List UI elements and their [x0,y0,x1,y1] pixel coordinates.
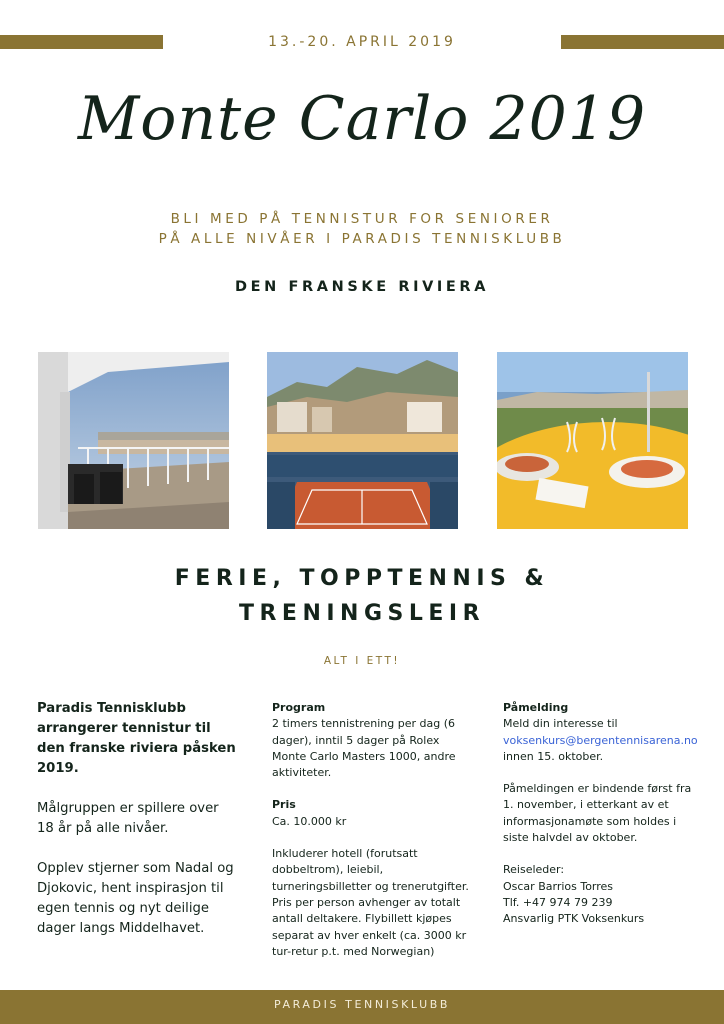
price-value: Ca. 10.000 kr [272,814,347,828]
event-date: 13.-20. APRIL 2019 [268,34,456,50]
program-label: Program [272,701,326,714]
price-label: Pris [272,798,296,812]
signup-section [503,700,703,765]
intro-paragraph-3: Opplev stjerner som Nadal og Djokovic, hent inspirasjon til egen tennis og nyt deilige dager langs Middelhavet. [37,861,234,936]
intro-column [37,699,237,959]
leader-phone: Tlf. +47 974 79 239 [503,895,613,909]
headline-line-1: FERIE, TOPPTENNIS & [174,566,550,591]
intro-paragraph-1: Paradis Tennisklubb arrangerer tennistur til den franske riviera påsken 2019. [37,701,236,776]
page-title: Monte Carlo 2019 [77,84,647,154]
dining-table-photo [497,352,688,529]
program-text: 2 timers tennistrening per dag (6 dager), inntil 5 dager på Rolex Monte Carlo Masters 1000, andre aktiviteter. [272,717,456,780]
tagline: ALT I ETT! [323,655,401,667]
subtitle [0,209,724,249]
program-column [272,700,472,976]
leader-role: Ansvarlig PTK Voksenkurs [503,912,645,926]
leader-label: Reiseleder: [503,863,565,877]
signup-column [503,700,703,944]
subtitle-line-2: PÅ ALLE NIVÅER I PARADIS TENNISKLUBB [158,231,566,247]
leader-name: Oscar Barrios Torres [503,879,614,893]
signup-label: Påmelding [503,701,569,714]
footer-text: PARADIS TENNISKLUBB [273,998,451,1011]
signup-email-link[interactable]: voksenkurs@bergentennisarena.no [503,733,698,747]
headline-line-2: TRENINGSLEIR [238,601,486,626]
includes-text: Inkluderer hotell (forutsatt dobbeltrom), leiebil, turneringsbilletter og trenerutgifter. Pris per person avhenger av totalt antall deltakere. Flybillett kjøpes separat av hver enkelt (ca. 3000 kr tur-retur p.t. med Norwegian) [272,847,469,958]
leader-section [503,862,703,927]
intro-paragraph-2: Målgruppen er spillere over 18 år på alle nivåer. [37,801,219,836]
signup-deadline: innen 15. oktober. [503,749,604,763]
headline [0,561,724,631]
tennis-stadium-photo [267,352,458,529]
price-section [272,797,472,830]
signup-intro: Meld din interesse til [503,717,618,731]
balcony-photo [38,352,229,529]
region-heading: DEN FRANSKE RIVIERA [234,279,490,295]
program-section [272,700,472,781]
binding-text: Påmeldingen er bindende først fra 1. november, i etterkant av et informasjonamøte som holdes i siste halvdel av oktober. [503,782,692,845]
subtitle-line-1: BLI MED PÅ TENNISTUR FOR SENIORER [170,211,554,227]
